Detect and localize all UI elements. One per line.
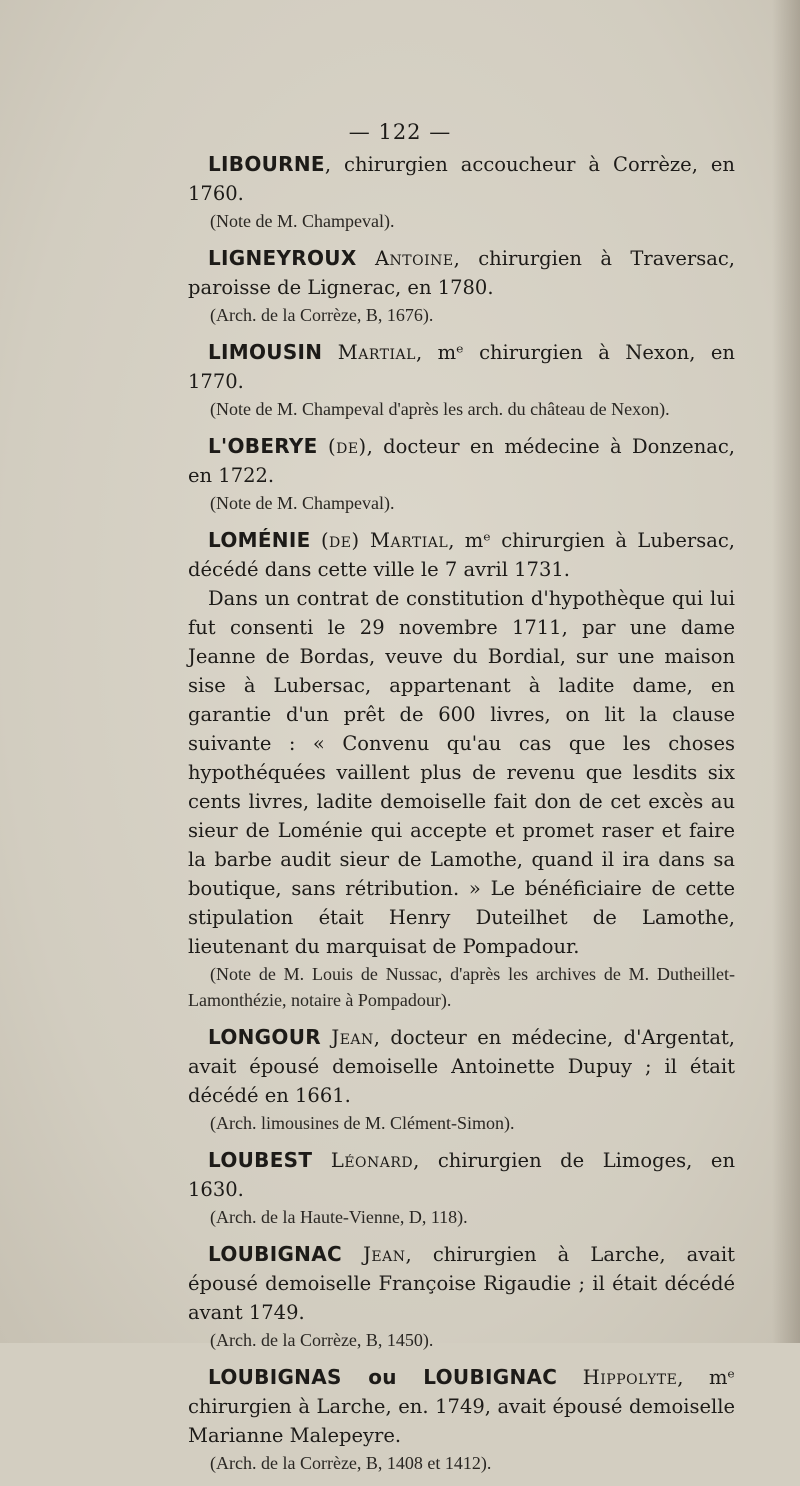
entry-text: , docteur en médecine à Donzenac, en 1722.	[188, 435, 735, 487]
entry-note: (Arch. de la Corrèze, B, 1676).	[210, 305, 434, 325]
entry-given-name: Jean	[363, 1243, 406, 1266]
entry-text: , chirurgien à Traversac, paroisse de Lignerac, en 1780.	[188, 247, 735, 299]
entry-note: (Arch. de la Haute-Vienne, D, 118).	[210, 1207, 468, 1227]
entry-given-name: Martial	[337, 341, 416, 364]
entry-note: (Note de M. Champeval).	[210, 211, 395, 231]
entry-text: , chirurgien de Limoges, en 1630.	[188, 1149, 736, 1201]
entry-note: (Note de M. Champeval).	[210, 493, 395, 513]
entry-name: LIBOURNE	[208, 152, 325, 176]
entry-given-name: Jean	[331, 1026, 374, 1049]
entry-loubest	[188, 1146, 735, 1230]
entry-text: , mᵉ chirurgien à Larche, en. 1749, avait épousé demoiselle Marianne Malepeyre.	[188, 1366, 735, 1447]
entry-body: Dans un contrat de constitution d'hypothèque qui lui fut consenti le 29 novembre 1711, par une dame Jeanne de Bordas, veuve du Bordial, sur une maison sise à Lubersac, appartenant à ladite dame, en garantie d'un prêt de 600 livres, on lit la clause suivante : « Convenu qu'au cas que les choses hypothéquées vaillent plus de revenu que lesdits six cents livres, ladite demoiselle fait don de cet excès au sieur de Loménie qui accepte et promet raser et faire la barbe audit sieur de Lamothe, quand il ira dans sa boutique, sans rétribution. » Le bénéficiaire de cette stipulation était Henry Duteilhet de Lamothe, lieutenant du marquisat de Pompadour.	[188, 587, 735, 958]
entry-text: , docteur en médecine, d'Argentat, avait épousé demoiselle Antoinette Dupuy ; il était décédé en 1661.	[188, 1026, 736, 1107]
entry-longour	[188, 1023, 735, 1136]
entry-libourne	[188, 150, 735, 234]
entry-name: LONGOUR	[208, 1025, 321, 1049]
entry-name: L'OBERYE	[208, 434, 318, 458]
entry-loubignas	[188, 1363, 735, 1476]
entry-given-name: Antoine	[374, 247, 454, 270]
page-number: — 122 —	[348, 120, 452, 144]
entry-loberye	[188, 432, 735, 516]
entry-text: , chirurgien à Larche, avait épousé demoiselle Françoise Rigaudie ; il était décédé avant 1749.	[188, 1243, 736, 1324]
entry-note: (Note de M. Champeval d'après les arch. du château de Nexon).	[210, 399, 670, 419]
entry-particle: (de)	[320, 529, 360, 552]
entry-loubignac	[188, 1240, 735, 1353]
entry-particle: (de)	[327, 435, 367, 458]
entry-text: , mᵉ chirurgien à Nexon, en 1770.	[188, 341, 735, 393]
entry-given-name: Hippolyte	[582, 1366, 678, 1389]
entry-note: (Arch. limousines de M. Clément-Simon).	[210, 1113, 515, 1133]
entry-lomenie	[188, 526, 735, 1013]
entry-given-name: Léonard	[330, 1149, 414, 1172]
entry-note: (Arch. de la Corrèze, B, 1408 et 1412).	[210, 1453, 492, 1473]
entry-name: LOUBIGNAC	[208, 1242, 342, 1266]
entry-name: LOUBIGNAS ou LOUBIGNAC	[208, 1365, 558, 1389]
text-column	[188, 150, 735, 1486]
entry-ligneyroux	[188, 244, 735, 328]
entry-name: LOMÉNIE	[208, 528, 311, 552]
entry-note: (Arch. de la Corrèze, B, 1450).	[210, 1330, 434, 1350]
entry-text: , mᵉ chirurgien à Lubersac, décédé dans cette ville le 7 avril 1731.	[188, 529, 735, 581]
entry-text: , chirurgien accoucheur à Corrèze, en 1760.	[188, 153, 735, 205]
entry-given-name: Martial	[370, 529, 449, 552]
entry-name: LOUBEST	[208, 1148, 313, 1172]
entry-limousin	[188, 338, 735, 422]
entry-name: LIGNEYROUX	[208, 246, 357, 270]
entry-note: (Note de M. Louis de Nussac, d'après les archives de M. Dutheillet-Lamonthézie, notaire à Pompadour).	[188, 964, 735, 1010]
entry-name: LIMOUSIN	[208, 340, 323, 364]
